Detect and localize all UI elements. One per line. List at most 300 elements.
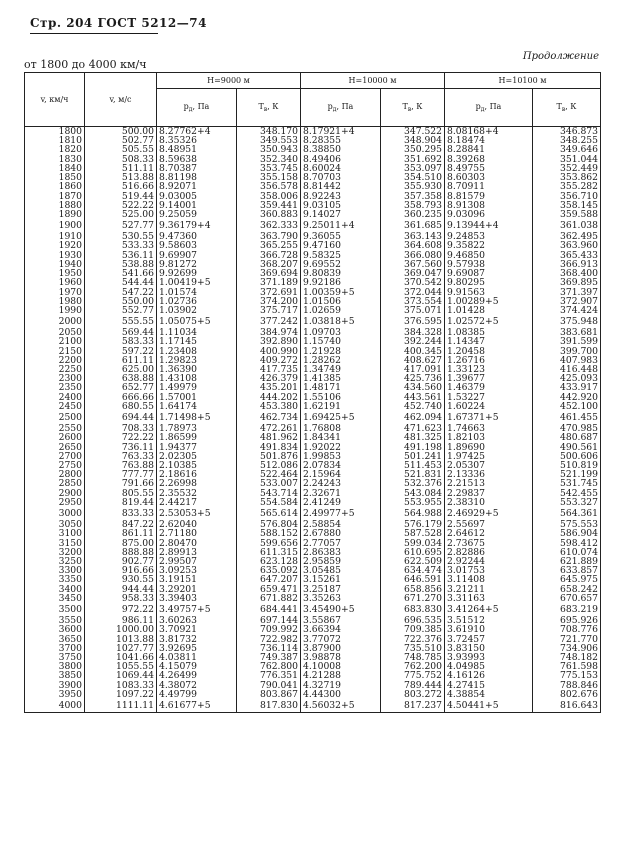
table-cell: 353.862 (533, 173, 601, 182)
table-cell: 763.33 (85, 452, 157, 461)
table-cell: 3.35263 (301, 594, 381, 603)
table-cell: 1069.44 (85, 671, 157, 680)
table-cell: 3000 (25, 507, 85, 520)
table-cell: 805.55 (85, 489, 157, 498)
table-cell: 1.15740 (301, 337, 381, 346)
table-cell: 383.681 (533, 328, 601, 337)
table-cell: 8.59638 (157, 155, 237, 164)
table-cell: 1850 (25, 173, 85, 182)
table-cell: 2800 (25, 470, 85, 479)
table-cell: 3700 (25, 644, 85, 653)
table-cell: 2.05307 (445, 461, 533, 470)
table-cell: 1.55106 (301, 393, 381, 402)
table-cell: 972.22 (85, 603, 157, 616)
table-cell: 1.36390 (157, 365, 237, 374)
table-cell: 407.983 (533, 356, 601, 365)
table-cell: 555.55 (85, 315, 157, 328)
table-cell: 543.714 (237, 489, 301, 498)
table-cell: 471.623 (381, 424, 445, 433)
table-cell: 480.687 (533, 433, 601, 442)
table-cell: 916.66 (85, 566, 157, 575)
table-cell: 749.387 (237, 653, 301, 662)
table-cell: 8.48951 (157, 145, 237, 154)
table-cell: 392.890 (237, 337, 301, 346)
table-cell: 4.03811 (157, 653, 237, 662)
table-cell: 2.67880 (301, 529, 381, 538)
table-cell: 372.044 (381, 288, 445, 297)
table-cell: 763.88 (85, 461, 157, 470)
table-cell: 3850 (25, 671, 85, 680)
table-cell: 708.33 (85, 424, 157, 433)
table-cell: 501.241 (381, 452, 445, 461)
table-cell: 3.49757+5 (157, 603, 237, 616)
table-cell: 3.31163 (445, 594, 533, 603)
table-cell: 2000 (25, 315, 85, 328)
temperature-unit: , К (411, 102, 423, 111)
table-cell: 417.735 (237, 365, 301, 374)
table-cell: 709.385 (381, 625, 445, 634)
table-cell: 3.93993 (445, 653, 533, 662)
table-cell: 374.424 (533, 306, 601, 315)
page-label: Стр. 204 ГОСТ 5212—74 (30, 16, 207, 30)
table-cell: 368.207 (237, 260, 301, 269)
table-cell: 481.962 (237, 433, 301, 442)
table-cell: 670.657 (533, 594, 601, 603)
table-cell: 645.975 (533, 575, 601, 584)
table-cell: 638.88 (85, 374, 157, 383)
table-cell: 2650 (25, 443, 85, 452)
table-cell: 1.74663 (445, 424, 533, 433)
table-cell: 1.20458 (445, 347, 533, 356)
table-cell: 370.542 (381, 278, 445, 287)
pressure-unit: , Па (192, 102, 210, 111)
table-cell: 357.358 (381, 192, 445, 201)
table-cell: 1.49979 (157, 383, 237, 392)
table-cell: 1.69425+5 (301, 411, 381, 424)
table-cell: 350.943 (237, 145, 301, 154)
table-cell: 553.955 (381, 498, 445, 507)
table-cell: 8.39268 (445, 155, 533, 164)
table-cell: 1.82103 (445, 433, 533, 442)
table-cell: 9.03096 (445, 210, 533, 219)
table-cell: 576.179 (381, 520, 445, 529)
table-cell: 3900 (25, 681, 85, 690)
table-cell: 2750 (25, 461, 85, 470)
table-cell: 3.19151 (157, 575, 237, 584)
table-cell: 1900 (25, 219, 85, 232)
table-cell: 1.28262 (301, 356, 381, 365)
table-cell: 683.830 (381, 603, 445, 616)
temperature-symbol: T (556, 102, 562, 111)
table-cell: 2.71180 (157, 529, 237, 538)
table-cell: 3.51512 (445, 616, 533, 625)
table-cell: 525.00 (85, 210, 157, 219)
table-cell: 791.66 (85, 479, 157, 488)
table-cell: 3.81732 (157, 635, 237, 644)
table-cell: 803.272 (381, 690, 445, 699)
table-cell: 9.35822 (445, 241, 533, 250)
table-cell: 1810 (25, 136, 85, 145)
table-cell: 359.441 (237, 201, 301, 210)
table-cell: 2.18616 (157, 470, 237, 479)
header-temperature (381, 89, 445, 127)
table-cell: 9.24853 (445, 232, 533, 241)
table-cell: 360.883 (237, 210, 301, 219)
table-cell: 442.920 (533, 393, 601, 402)
table-cell: 2150 (25, 347, 85, 356)
table-cell: 8.17921+4 (301, 127, 381, 137)
pressure-symbol: p (327, 102, 333, 111)
table-cell: 350.295 (381, 145, 445, 154)
table-cell: 696.535 (381, 616, 445, 625)
table-cell: 1.41385 (301, 374, 381, 383)
table-cell: 680.55 (85, 402, 157, 411)
table-cell: 3.05485 (301, 566, 381, 575)
table-cell: 392.244 (381, 337, 445, 346)
table-cell: 531.745 (533, 479, 601, 488)
table-cell: 4.49799 (157, 690, 237, 699)
temperature-symbol: T (402, 102, 408, 111)
table-cell: 3.92695 (157, 644, 237, 653)
header-altitude-9000: H=9000 м (157, 73, 301, 89)
table-cell: 761.598 (533, 662, 601, 671)
table-cell: 9.47160 (301, 241, 381, 250)
table-cell: 1055.55 (85, 662, 157, 671)
table-cell: 861.11 (85, 529, 157, 538)
table-cell: 1.94377 (157, 443, 237, 452)
table-cell: 1.08385 (445, 328, 533, 337)
table-cell: 1.05075+5 (157, 315, 237, 328)
table-cell: 576.804 (237, 520, 301, 529)
table-cell: 2.24243 (301, 479, 381, 488)
table-cell: 399.700 (533, 347, 601, 356)
table-cell: 461.455 (533, 411, 601, 424)
pressure-unit: , Па (336, 102, 354, 111)
pressure-symbol: p (183, 102, 189, 111)
table-cell: 652.77 (85, 383, 157, 392)
table-cell: 3200 (25, 548, 85, 557)
table-cell: 425.093 (533, 374, 601, 383)
table-cell: 3.15261 (301, 575, 381, 584)
table-cell: 9.25059 (157, 210, 237, 219)
table-cell: 505.55 (85, 145, 157, 154)
table-cell: 1.03902 (157, 306, 237, 315)
table-cell: 4.38072 (157, 681, 237, 690)
table-cell: 409.272 (237, 356, 301, 365)
table-cell: 776.351 (237, 671, 301, 680)
table-cell: 361.685 (381, 219, 445, 232)
table-cell: 2.82886 (445, 548, 533, 557)
table-cell: 3450 (25, 594, 85, 603)
pressure-subscript: д (188, 106, 193, 113)
table-cell: 3.55867 (301, 616, 381, 625)
table-cell: 400.345 (381, 347, 445, 356)
table-cell: 2350 (25, 383, 85, 392)
table-cell: 3.45490+5 (301, 603, 381, 616)
table-cell: 512.086 (237, 461, 301, 470)
table-cell: 366.913 (533, 260, 601, 269)
table-cell: 1.00289+5 (445, 297, 533, 306)
table-cell: 1.11034 (157, 328, 237, 337)
table-cell: 384.974 (237, 328, 301, 337)
table-cell: 8.81579 (445, 192, 533, 201)
table-cell: 2100 (25, 337, 85, 346)
table-cell: 364.608 (381, 241, 445, 250)
table-cell: 376.595 (381, 315, 445, 328)
table-cell: 511.11 (85, 164, 157, 173)
table-cell: 564.361 (533, 507, 601, 520)
table-cell: 3350 (25, 575, 85, 584)
table-cell: 1.14347 (445, 337, 533, 346)
table-cell: 1.29823 (157, 356, 237, 365)
table-cell: 2600 (25, 433, 85, 442)
table-cell: 363.143 (381, 232, 445, 241)
table-cell: 1.57001 (157, 393, 237, 402)
table-cell: 366.728 (237, 251, 301, 260)
table-cell: 2.38310 (445, 498, 533, 507)
table-cell: 622.509 (381, 557, 445, 566)
table-row (25, 306, 601, 315)
table-cell: 553.327 (533, 498, 601, 507)
table-cell: 684.441 (237, 603, 301, 616)
table-cell: 3.09253 (157, 566, 237, 575)
table-cell: 8.60024 (301, 164, 381, 173)
table-cell: 8.81442 (301, 182, 381, 191)
table-cell: 365.433 (533, 251, 601, 260)
table-cell: 599.656 (237, 539, 301, 548)
table-cell: 543.084 (381, 489, 445, 498)
table-cell: 748.785 (381, 653, 445, 662)
table-cell: 4.27415 (445, 681, 533, 690)
table-cell: 9.91563 (445, 288, 533, 297)
table-cell: 1000.00 (85, 625, 157, 634)
table-row (25, 699, 601, 713)
table-cell: 544.44 (85, 278, 157, 287)
table-cell: 9.36055 (301, 232, 381, 241)
table-cell: 610.074 (533, 548, 601, 557)
table-cell: 533.007 (237, 479, 301, 488)
table-cell: 3.87900 (301, 644, 381, 653)
table-cell: 1.01428 (445, 306, 533, 315)
table-cell: 1870 (25, 192, 85, 201)
table-cell: 348.255 (533, 136, 601, 145)
table-cell: 2.02305 (157, 452, 237, 461)
table-cell: 362.333 (237, 219, 301, 232)
table-cell: 833.33 (85, 507, 157, 520)
table-cell: 1.67371+5 (445, 411, 533, 424)
table-cell: 9.58603 (157, 241, 237, 250)
table-cell: 434.560 (381, 383, 445, 392)
table-cell: 635.092 (237, 566, 301, 575)
table-cell: 2300 (25, 374, 85, 383)
table-cell: 819.44 (85, 498, 157, 507)
table-cell: 356.578 (237, 182, 301, 191)
table-cell: 1970 (25, 288, 85, 297)
table-cell: 360.235 (381, 210, 445, 219)
table-cell: 9.69552 (301, 260, 381, 269)
table-cell: 8.70911 (445, 182, 533, 191)
table-cell: 3.25187 (301, 585, 381, 594)
table-cell: 775.752 (381, 671, 445, 680)
table-cell: 2.41249 (301, 498, 381, 507)
table-cell: 3650 (25, 635, 85, 644)
table-cell: 426.379 (237, 374, 301, 383)
table-cell: 462.734 (237, 411, 301, 424)
table-cell: 875.00 (85, 539, 157, 548)
table-cell: 1.01574 (157, 288, 237, 297)
table-cell: 4000 (25, 699, 85, 713)
table-cell: 481.325 (381, 433, 445, 442)
table-cell: 3.01753 (445, 566, 533, 575)
table-cell: 4.26499 (157, 671, 237, 680)
header-speed-kmh: v, км/ч (25, 73, 85, 127)
table-cell: 9.69907 (157, 251, 237, 260)
pressure-subscript: д (332, 106, 337, 113)
table-cell: 8.91308 (445, 201, 533, 210)
table-cell: 550.00 (85, 297, 157, 306)
table-cell: 722.22 (85, 433, 157, 442)
table-cell: 9.92186 (301, 278, 381, 287)
table-cell: 532.376 (381, 479, 445, 488)
table-cell: 348.904 (381, 136, 445, 145)
table-cell: 3.29201 (157, 585, 237, 594)
temperature-subscript: в (407, 106, 412, 113)
table-cell: 346.873 (533, 127, 601, 137)
table-cell: 511.453 (381, 461, 445, 470)
table-cell: 2.49977+5 (301, 507, 381, 520)
table-cell: 538.88 (85, 260, 157, 269)
table-cell: 1820 (25, 145, 85, 154)
table-cell: 352.449 (533, 164, 601, 173)
table-cell: 1.92022 (301, 443, 381, 452)
table-cell: 3550 (25, 616, 85, 625)
table-cell: 2900 (25, 489, 85, 498)
table-cell: 8.81198 (157, 173, 237, 182)
table-cell: 1.48171 (301, 383, 381, 392)
table-cell: 3800 (25, 662, 85, 671)
table-cell: 1.86599 (157, 433, 237, 442)
table-cell: 502.77 (85, 136, 157, 145)
table-cell: 599.034 (381, 539, 445, 548)
table-cell: 362.495 (533, 232, 601, 241)
table-cell: 554.584 (237, 498, 301, 507)
table-cell: 565.614 (237, 507, 301, 520)
table-cell: 569.44 (85, 328, 157, 337)
header-pressure (301, 89, 381, 127)
table-cell: 9.80295 (445, 278, 533, 287)
table-cell: 358.006 (237, 192, 301, 201)
table-row (25, 690, 601, 699)
table-cell: 762.200 (381, 662, 445, 671)
table-cell: 9.80839 (301, 269, 381, 278)
table-cell: 8.38850 (301, 145, 381, 154)
table-cell: 400.990 (237, 347, 301, 356)
table-cell: 2.29837 (445, 489, 533, 498)
temperature-subscript: в (561, 106, 566, 113)
table-cell: 490.561 (533, 443, 601, 452)
table-cell: 610.695 (381, 548, 445, 557)
table-cell: 1111.11 (85, 699, 157, 713)
table-cell: 4.50441+5 (445, 699, 533, 713)
table-cell: 8.60303 (445, 173, 533, 182)
table-cell: 2.07834 (301, 461, 381, 470)
table-cell: 2.80470 (157, 539, 237, 548)
page-header (30, 16, 207, 30)
table-cell: 2850 (25, 479, 85, 488)
table-cell: 2.21513 (445, 479, 533, 488)
table-cell: 816.643 (533, 699, 601, 713)
table-cell: 1.62191 (301, 402, 381, 411)
table-cell: 375.948 (533, 315, 601, 328)
table-cell: 2.44217 (157, 498, 237, 507)
table-cell: 513.88 (85, 173, 157, 182)
table-cell: 408.627 (381, 356, 445, 365)
table-cell: 588.152 (237, 529, 301, 538)
table-cell: 1.64174 (157, 402, 237, 411)
table-cell: 9.13944+4 (445, 219, 533, 232)
table-cell: 958.33 (85, 594, 157, 603)
table-cell: 462.094 (381, 411, 445, 424)
table-cell: 2050 (25, 328, 85, 337)
table-cell: 365.255 (237, 241, 301, 250)
table-cell: 1.03818+5 (301, 315, 381, 328)
table-cell: 384.328 (381, 328, 445, 337)
temperature-unit: , К (565, 102, 577, 111)
table-cell: 1.09703 (301, 328, 381, 337)
table-cell: 1.43108 (157, 374, 237, 383)
table-cell: 366.080 (381, 251, 445, 260)
table-cell: 694.44 (85, 411, 157, 424)
table-cell: 817.830 (237, 699, 301, 713)
table-cell: 8.92243 (301, 192, 381, 201)
table-cell: 2.92244 (445, 557, 533, 566)
table-cell: 369.047 (381, 269, 445, 278)
pressure-symbol: p (475, 102, 481, 111)
table-cell: 1910 (25, 232, 85, 241)
table-cell: 1840 (25, 164, 85, 173)
table-cell: 4.21288 (301, 671, 381, 680)
speed-range-caption: от 1800 до 4000 км/ч (24, 58, 147, 71)
table-cell: 519.44 (85, 192, 157, 201)
table-cell: 3500 (25, 603, 85, 616)
table-cell: 1.97425 (445, 452, 533, 461)
table-cell: 367.560 (381, 260, 445, 269)
table-cell: 1.26716 (445, 356, 533, 365)
table-cell: 1.34749 (301, 365, 381, 374)
table-cell: 372.907 (533, 297, 601, 306)
table-cell: 1930 (25, 251, 85, 260)
table-cell: 1.53227 (445, 393, 533, 402)
table-cell: 353.745 (237, 164, 301, 173)
table-cell: 500.606 (533, 452, 601, 461)
table-cell: 2250 (25, 365, 85, 374)
table-cell: 659.471 (237, 585, 301, 594)
table-cell: 349.646 (533, 145, 601, 154)
table-cell: 3400 (25, 585, 85, 594)
table-cell: 722.376 (381, 635, 445, 644)
table-cell: 734.906 (533, 644, 601, 653)
table-cell: 508.33 (85, 155, 157, 164)
table-cell: 356.710 (533, 192, 601, 201)
pressure-subscript: д (480, 106, 485, 113)
table-cell: 634.474 (381, 566, 445, 575)
table-cell: 363.790 (237, 232, 301, 241)
table-cell: 9.36179+4 (157, 219, 237, 232)
table-cell: 8.92071 (157, 182, 237, 191)
table-cell: 372.691 (237, 288, 301, 297)
table-cell: 4.04985 (445, 662, 533, 671)
table-cell: 1027.77 (85, 644, 157, 653)
